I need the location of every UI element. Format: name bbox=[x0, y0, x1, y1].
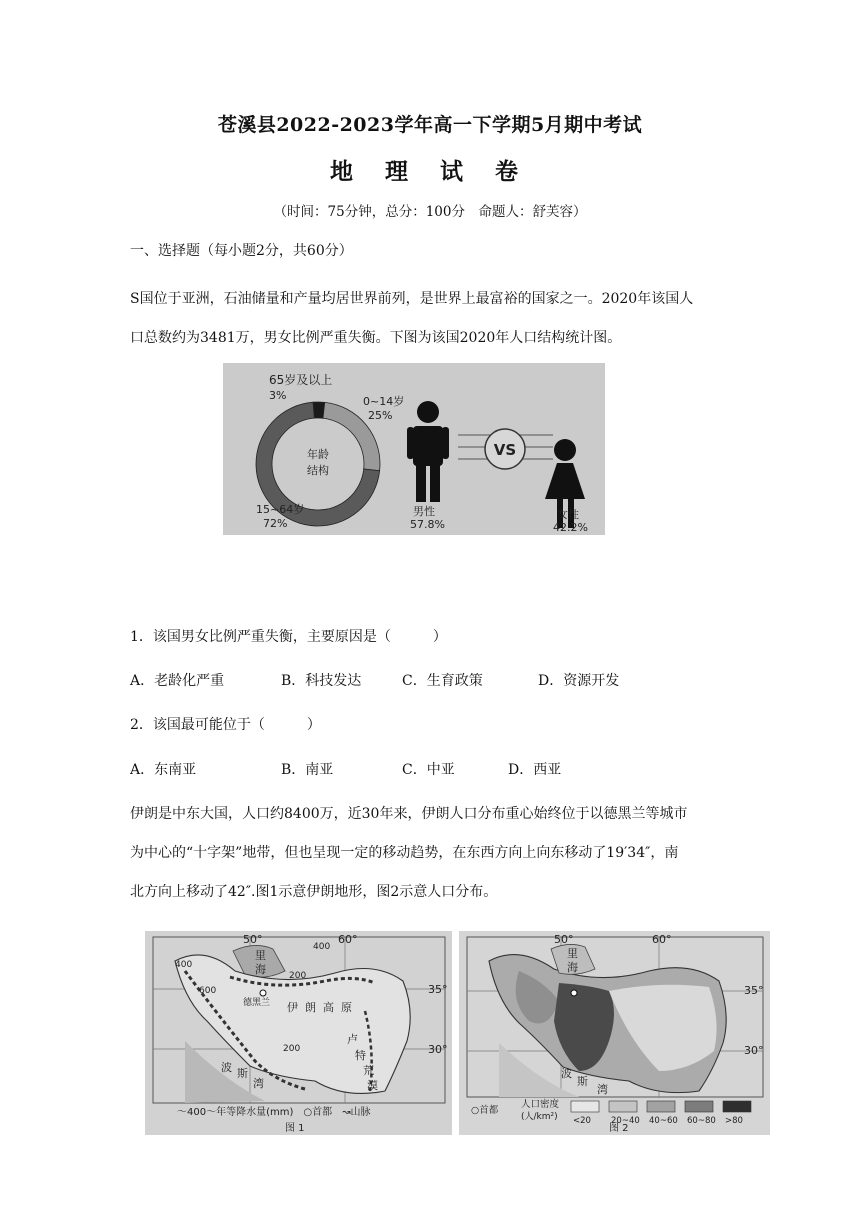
passage-2 bbox=[130, 795, 735, 912]
map1-sea-2: 海 bbox=[255, 963, 266, 976]
segment-pct-15-64: 72% bbox=[263, 517, 288, 530]
map2-sea-1: 里 bbox=[567, 947, 578, 960]
map2-legend-label-4: >80 bbox=[725, 1116, 743, 1126]
passage-1-line-2: 口总数约为3481万，男女比例严重失衡。下图为该国2020年人口结构统计图。 bbox=[130, 330, 622, 346]
map2-gulf-1: 波 bbox=[561, 1067, 572, 1080]
q1-option-b[interactable]: B．科技发达 bbox=[281, 673, 362, 689]
map2-lat-35: 35° bbox=[744, 984, 764, 997]
map2-legend-capital: ○首都 bbox=[471, 1105, 499, 1116]
exam-subject: 地 理 试 卷 bbox=[329, 158, 531, 185]
female-pct: 42.2% bbox=[553, 521, 588, 534]
map2-legend-title-1: 人口密度 bbox=[521, 1099, 560, 1110]
map1-caption: 图 1 bbox=[285, 1123, 305, 1134]
map1-lat-35: 35° bbox=[428, 983, 448, 996]
map2-gulf-3: 湾 bbox=[597, 1083, 608, 1096]
map2-lon-50: 50° bbox=[554, 933, 574, 946]
map2-legend-label-2: 40~60 bbox=[649, 1116, 678, 1126]
segment-pct-0-14: 25% bbox=[368, 409, 393, 422]
map1-plateau-3: 高 bbox=[323, 1001, 334, 1014]
map1-desert-4: 漠 bbox=[367, 1079, 378, 1092]
passage-2-line-3: 北方向上移动了42″.图1示意伊朗地形，图2示意人口分布。 bbox=[130, 884, 498, 900]
question-2-stem: 2．该国最可能位于（ ） bbox=[130, 717, 321, 733]
segment-pct-65plus: 3% bbox=[269, 389, 287, 402]
male-pct: 57.8% bbox=[410, 518, 445, 531]
map-1-svg bbox=[145, 931, 452, 1135]
population-figure bbox=[223, 363, 605, 535]
map2-gulf-2: 斯 bbox=[577, 1075, 588, 1088]
passage-1 bbox=[130, 280, 735, 358]
q1-option-c[interactable]: C．生育政策 bbox=[402, 673, 483, 689]
q1-option-d[interactable]: D．资源开发 bbox=[538, 673, 620, 689]
passage-1-line-1: S国位于亚洲，石油储量和产量均居世界前列，是世界上最富裕的国家之一。2020年该国人 bbox=[130, 291, 694, 307]
map-2-population bbox=[459, 931, 770, 1135]
section-heading: 一、选择题（每小题2分，共60分） bbox=[130, 243, 353, 259]
map2-legend-label-1: 20~40 bbox=[611, 1116, 640, 1126]
segment-label-65plus: 65岁及以上 bbox=[269, 373, 333, 387]
map2-lon-60: 60° bbox=[652, 933, 672, 946]
map2-capital-marker-icon bbox=[571, 990, 577, 996]
map1-desert-3: 荒 bbox=[363, 1064, 374, 1077]
question-1-options bbox=[0, 670, 860, 690]
map1-legend: 〜400〜年等降水量(mm) ○首都 ↝山脉 bbox=[177, 1107, 371, 1118]
q1-option-a[interactable]: A．老龄化严重 bbox=[130, 673, 225, 689]
map2-legend-swatch-0 bbox=[571, 1101, 599, 1112]
exam-meta: （时间：75分钟，总分：100分 命题人：舒芙容） bbox=[273, 204, 587, 220]
map1-gulf-3: 湾 bbox=[253, 1077, 264, 1090]
map1-iso-400b: 400 bbox=[313, 942, 331, 952]
map2-legend-swatch-1 bbox=[609, 1101, 637, 1112]
question-2-options bbox=[0, 759, 860, 779]
map2-sea-2: 海 bbox=[567, 961, 578, 974]
map1-plateau-1: 伊 bbox=[287, 1001, 298, 1014]
population-figure-svg bbox=[223, 363, 605, 535]
q2-option-a[interactable]: A．东南亚 bbox=[130, 762, 197, 778]
map1-capital-label: 德黑兰 bbox=[243, 998, 271, 1008]
map1-iso-400a: 400 bbox=[175, 960, 193, 970]
map-2-svg bbox=[459, 931, 770, 1135]
map2-legend-swatch-4 bbox=[723, 1101, 751, 1112]
map1-desert-2: 特 bbox=[355, 1049, 366, 1062]
map1-sea-1: 里 bbox=[255, 949, 266, 962]
map1-desert-1: 卢 bbox=[347, 1033, 358, 1046]
q2-option-d[interactable]: D．西亚 bbox=[508, 762, 562, 778]
map1-gulf-2: 斯 bbox=[237, 1067, 248, 1080]
map2-legend-swatch-2 bbox=[647, 1101, 675, 1112]
map2-legend-label-0: <20 bbox=[573, 1116, 591, 1126]
map1-iso-200a: 200 bbox=[289, 971, 307, 981]
ring-center-label-1: 年龄 bbox=[307, 448, 329, 461]
map1-lon-60: 60° bbox=[338, 933, 358, 946]
capital-marker-icon bbox=[260, 990, 266, 996]
segment-label-0-14: 0~14岁 bbox=[363, 395, 405, 408]
segment-label-15-64: 15~64岁 bbox=[256, 503, 305, 516]
ring-center-label-2: 结构 bbox=[307, 464, 329, 477]
passage-2-line-2: 为中心的“十字架”地带，但也呈现一定的移动趋势，在东西方向上向东移动了19′34″，南 bbox=[130, 845, 679, 861]
map2-legend-swatch-3 bbox=[685, 1101, 713, 1112]
map2-legend-label-3: 60~80 bbox=[687, 1116, 716, 1126]
question-1-stem: 1．该国男女比例严重失衡，主要原因是（ ） bbox=[130, 629, 447, 645]
male-label: 男性 bbox=[413, 505, 435, 518]
q2-option-c[interactable]: C．中亚 bbox=[402, 762, 455, 778]
map1-gulf-1: 波 bbox=[221, 1061, 232, 1074]
map1-plateau-4: 原 bbox=[341, 1001, 352, 1014]
map1-iso-600: 600 bbox=[199, 986, 217, 996]
vs-text: VS bbox=[493, 441, 517, 459]
map1-lon-50: 50° bbox=[243, 933, 263, 946]
map1-plateau-2: 朗 bbox=[305, 1001, 316, 1014]
map1-iso-200b: 200 bbox=[283, 1044, 301, 1054]
female-label: 女性 bbox=[557, 508, 579, 521]
map1-lat-30: 30° bbox=[428, 1043, 448, 1056]
map-1-terrain bbox=[145, 931, 452, 1135]
map2-caption: 图 2 bbox=[609, 1123, 629, 1134]
exam-title: 苍溪县2022-2023学年高一下学期5月期中考试 bbox=[217, 114, 643, 136]
map2-legend-title-2: (人/km²) bbox=[521, 1112, 558, 1122]
passage-2-line-1: 伊朗是中东大国，人口约8400万，近30年来，伊朗人口分布重心始终位于以德黑兰等城市 bbox=[130, 806, 688, 822]
q2-option-b[interactable]: B．南亚 bbox=[281, 762, 334, 778]
map2-lat-30: 30° bbox=[744, 1044, 764, 1057]
